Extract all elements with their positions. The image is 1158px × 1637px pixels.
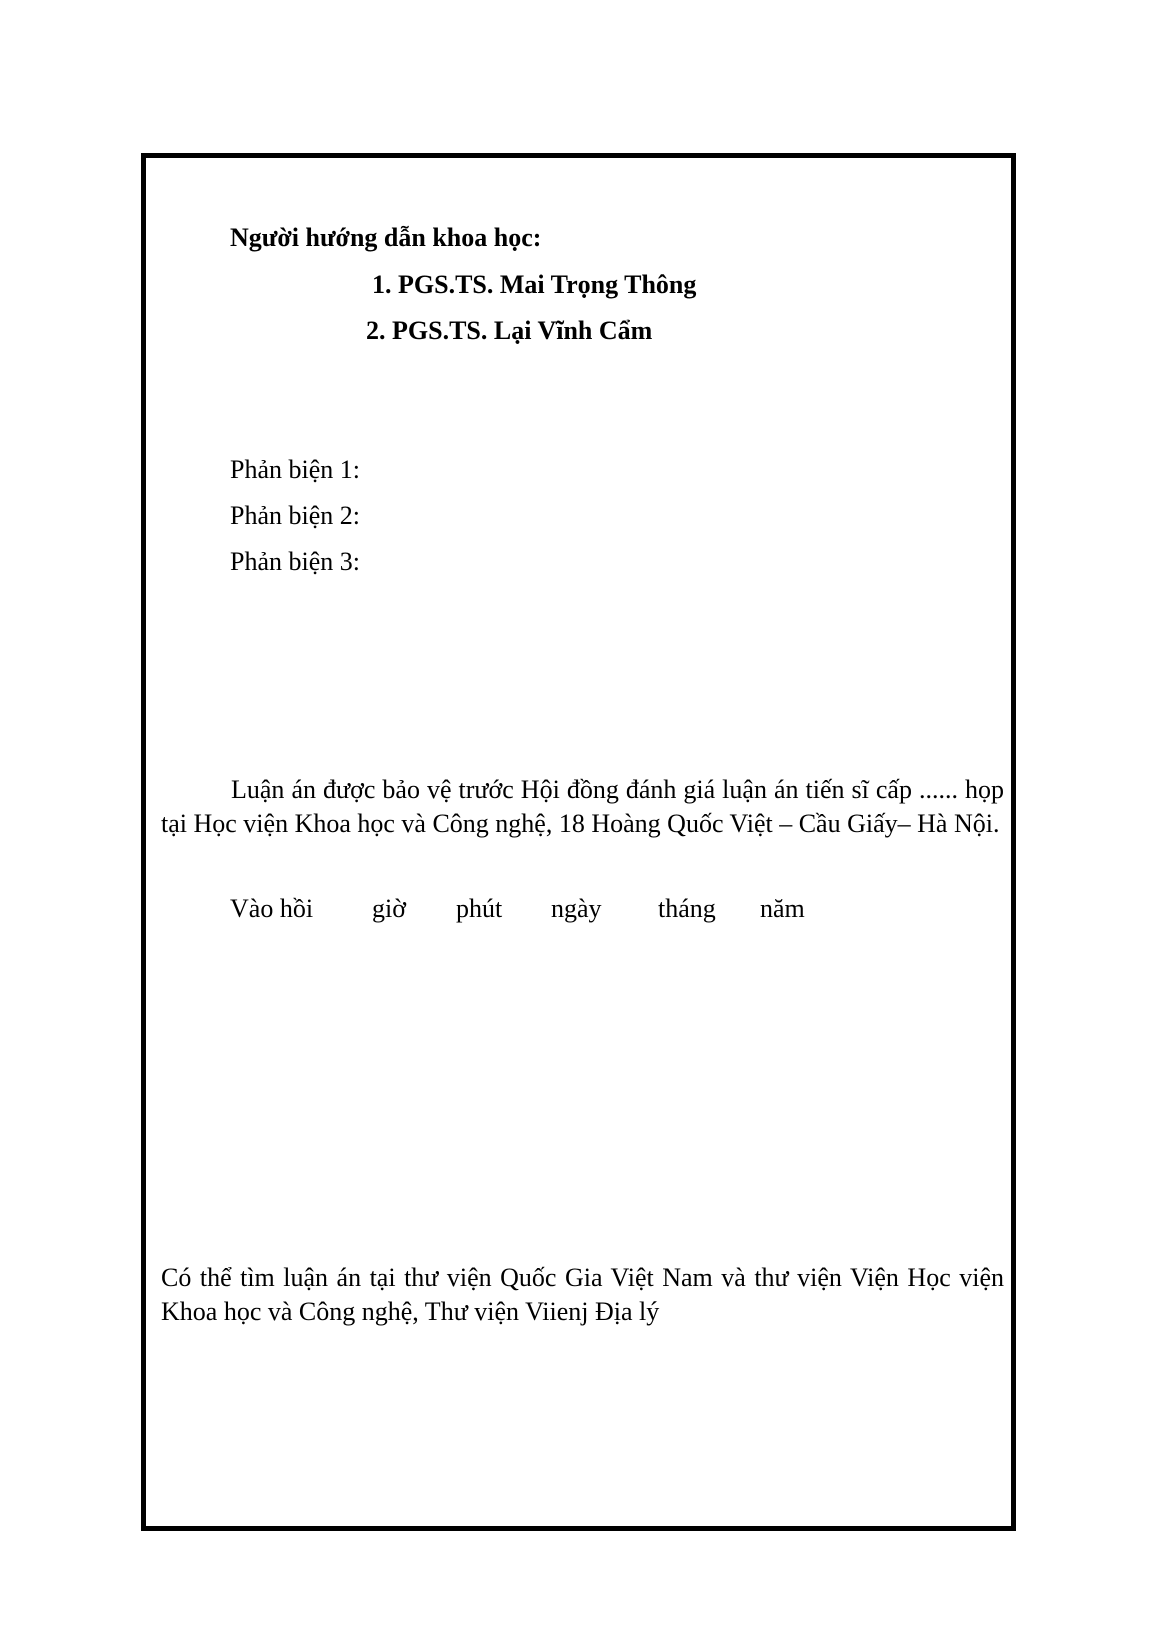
defense-time-row <box>0 893 1158 925</box>
time-label-day: ngày <box>551 894 602 923</box>
time-label-hour-at: Vào hồi <box>230 894 314 923</box>
library-paragraph <box>161 1261 1004 1329</box>
reviewer-3: Phản biện 3: <box>230 547 360 576</box>
time-label-hour: giờ <box>372 894 406 923</box>
time-label-minute: phút <box>456 894 503 923</box>
supervisors-heading: Người hướng dẫn khoa học: <box>230 223 542 252</box>
supervisor-2: 2. PGS.TS. Lại Vĩnh Cẩm <box>366 316 653 345</box>
supervisor-1: 1. PGS.TS. Mai Trọng Thông <box>372 270 697 299</box>
library-text: Có thể tìm luận án tại thư viện Quốc Gia Việt Nam và thư viện Viện Học viện Khoa học và Công nghệ, Thư viện Viienj Địa lý <box>161 1263 1004 1326</box>
reviewer-1: Phản biện 1: <box>230 455 360 484</box>
time-label-year: năm <box>760 894 805 923</box>
time-label-month: tháng <box>658 894 716 923</box>
reviewer-2: Phản biện 2: <box>230 501 360 530</box>
defense-text: Luận án được bảo vệ trước Hội đồng đánh giá luận án tiến sĩ cấp ...... họp tại Học viện Khoa học và Công nghệ, 18 Hoàng Quốc Việt – Cầu Giấy– Hà Nội. <box>161 775 1004 838</box>
defense-paragraph <box>161 773 1004 841</box>
